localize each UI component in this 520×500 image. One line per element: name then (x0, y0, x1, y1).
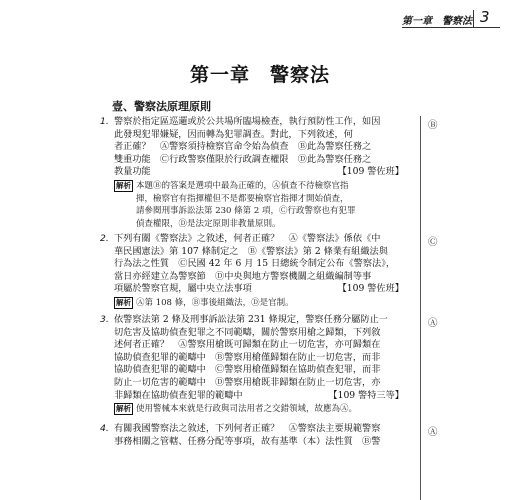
explanation-body (136, 403, 357, 416)
question-line: 者正確？ Ⓐ警察須持檢察官命令始為偵查 Ⓑ此為警察任務之 (114, 141, 372, 153)
question-line-text: 項屬於警察官規，屬中央立法事項 (114, 283, 252, 295)
explanation-label: 解析 (116, 180, 131, 190)
running-header-chapter: 第一章 警察法 (402, 16, 472, 27)
question-2 (100, 233, 404, 310)
question-line: 有關我國警察法之敘述，下列何者正確？ Ⓐ警察法主要規範警察 (114, 423, 381, 434)
question-number: 2. (100, 233, 109, 244)
exam-reference: 【109 警佐班】 (337, 166, 404, 178)
explanation-line: 請參閱刑事訴訟法第 230 條第 2 項，Ⓒ行政警察也有犯罪 (136, 206, 356, 217)
header-divider (473, 10, 474, 27)
explanation-label: 解析 (116, 297, 131, 307)
explanation (114, 403, 404, 416)
exam-reference: 【109 警佐班】 (337, 283, 404, 295)
answer-3: Ⓐ (428, 318, 438, 329)
explanation-line: 本題Ⓑ的答案是選項中最為正確的，Ⓐ偵查不待檢察官指 (136, 180, 349, 191)
question-line-last (114, 166, 404, 179)
explanation (114, 297, 404, 310)
answer-4: Ⓐ (428, 427, 438, 438)
chapter-title: 第一章 警察法 (189, 64, 330, 86)
question-4 (100, 423, 404, 448)
explanation (114, 180, 404, 230)
question-line: 防止一切危害的範疇中 Ⓓ警察用槍既非歸類在防止一切危害，亦 (114, 376, 381, 388)
question-number: 3. (100, 314, 109, 325)
running-header (402, 8, 500, 28)
explanation-line: 偵查權限，Ⓓ是法定原則非教量原則。 (136, 218, 281, 229)
header-rule (402, 27, 500, 28)
question-line-text: 非歸類在協助偵查犯罪的範疇中 (114, 389, 243, 401)
page-number: 3 (480, 8, 490, 26)
section-heading: 壹、警察法原理原則 (112, 100, 211, 113)
question-line-text: 教量功能 (114, 166, 151, 178)
question-line: 警察於指定區巡邏或於公共場所臨場檢查，執行預防性工作，如因 (114, 116, 381, 127)
exam-reference: 【109 警特三等】 (328, 389, 404, 401)
explanation-line: Ⓐ第 108 條，Ⓑ事後組織法，Ⓓ是官制。 (136, 297, 294, 308)
question-line: 當日亦經建立為警察節 Ⓓ中央與地方警察機關之組織編制等事 (114, 270, 372, 282)
question-line: 下列有關《警察法》之敘述，何者正確？ Ⓐ《警察法》係依《中 (114, 233, 381, 244)
question-line: 雙重功能 Ⓒ行政警察僅限於行政調查權限 Ⓓ此為警察任務之 (114, 153, 372, 165)
explanation-body (136, 297, 294, 310)
question-line: 協助偵查犯罪的範疇中 Ⓒ警察用槍僅歸類在協助偵查犯罪，而非 (114, 364, 381, 376)
explanation-body (136, 180, 355, 230)
question-3 (100, 314, 404, 416)
question-line: 華民國憲法》第 107 條制定之 Ⓑ《警察法》第 2 條業有組織法與 (114, 245, 388, 257)
answer-1: Ⓑ (428, 120, 438, 131)
question-line: 此發現犯罪嫌疑，因而轉為犯罪調查。對此，下列敘述，何 (114, 128, 353, 140)
question-line: 事務相關之管轄、任務分配等事項，故有基準（本）法性質 Ⓑ警 (114, 435, 381, 447)
explanation-label: 解析 (116, 404, 131, 414)
question-line-last (114, 283, 404, 296)
answer-column-divider (420, 116, 421, 500)
question-number: 4. (100, 423, 109, 434)
question-line: 述何者正確？ Ⓐ警察用槍既可歸類在防止一切危害，亦可歸類在 (114, 339, 381, 351)
question-line-last (114, 390, 404, 403)
question-number: 1. (100, 116, 109, 127)
question-line: 依警察法第 2 條及刑事訴訟法第 231 條規定，警察任務分屬防止一 (114, 314, 388, 325)
explanation-line: 揮，檢察官有指揮權但不是都要檢察官指揮才開始偵查， (136, 193, 349, 204)
question-1 (100, 116, 404, 230)
question-line: 切危害及協助偵查犯罪之不同範疇，關於警察用槍之歸類，下列敘 (114, 326, 381, 338)
question-line: 協助偵查犯罪的範疇中 Ⓑ警察用槍僅歸類在防止一切危害，而非 (114, 351, 381, 363)
explanation-line: 使用警械本來就是行政與司法用者之交錯領域，故應為Ⓐ。 (136, 404, 358, 415)
question-line: 行為法之性質 Ⓒ民國 42 年 6 月 15 日總統令制定公布《警察法》， (114, 258, 396, 270)
answer-2: Ⓒ (428, 237, 438, 248)
